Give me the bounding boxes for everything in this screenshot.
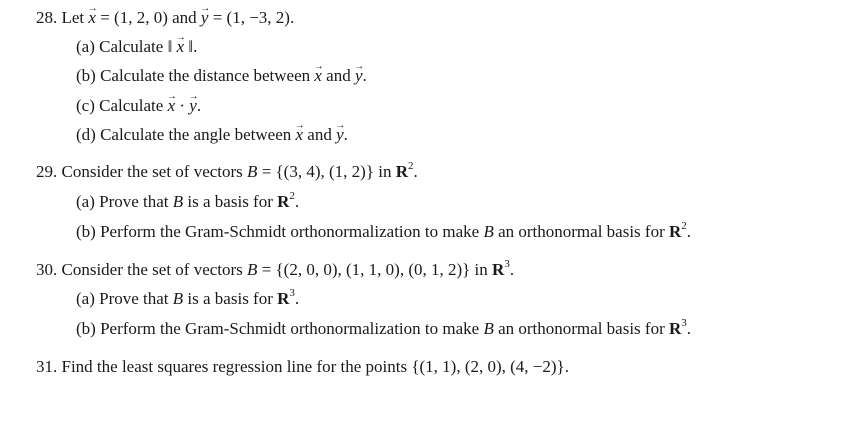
part-text: Calculate the angle between x → and y →. (100, 125, 348, 144)
problem-text: Let x → = (1, 2, 0) and y → = (1, −3, 2). (62, 8, 295, 27)
problem-text: Find the least squares regression line for the points {(1, 1), (2, 0), (4, −2)}. (61, 357, 569, 376)
part-label: (b) (76, 222, 96, 241)
problem-number: 31. (36, 357, 58, 376)
part-text: Prove that B is a basis for $R^3$. (99, 287, 300, 308)
problem-28-part-b (76, 66, 367, 86)
problem-29-part-a (76, 192, 299, 212)
part-text: Calculate the distance between x → and y →. (100, 66, 367, 85)
part-label: (c) (76, 96, 95, 115)
problem-text: Consider the set of vectors B = {(3, 4), (1, 2)} in $R^2$. (61, 160, 418, 181)
part-label: (d) (76, 125, 96, 144)
part-text: Calculate x → · y →. (99, 96, 201, 115)
problem-28-part-c (76, 96, 201, 116)
problem-28-statement (36, 8, 294, 28)
part-label: (a) (76, 289, 95, 308)
problem-30-part-a (76, 289, 299, 309)
part-text: Perform the Gram-Schmidt orthonormalization to make B an orthonormal basis for $R^3$. (100, 317, 692, 338)
problem-30-statement (36, 260, 514, 280)
part-text: Prove that B is a basis for $R^2$. (99, 190, 300, 211)
problem-number: 29. (36, 162, 58, 181)
problem-28-part-a (76, 37, 197, 57)
part-text: Calculate ‖ x → ‖. (99, 37, 197, 56)
part-label: (b) (76, 319, 96, 338)
problem-28-part-d (76, 125, 348, 145)
part-text: Perform the Gram-Schmidt orthonormalization to make B an orthonormal basis for $R^2$. (100, 220, 692, 241)
part-label: (b) (76, 66, 96, 85)
problem-number: 28. (36, 8, 58, 27)
problem-29-part-b (76, 222, 691, 242)
problem-number: 30. (36, 260, 58, 279)
problem-29-statement (36, 162, 418, 182)
problem-31-statement (36, 357, 569, 377)
problem-30-part-b (76, 319, 691, 339)
problem-text: Consider the set of vectors B = {(2, 0, 0), (1, 1, 0), (0, 1, 2)} in $R^3$. (61, 258, 515, 279)
part-label: (a) (76, 192, 95, 211)
part-label: (a) (76, 37, 95, 56)
